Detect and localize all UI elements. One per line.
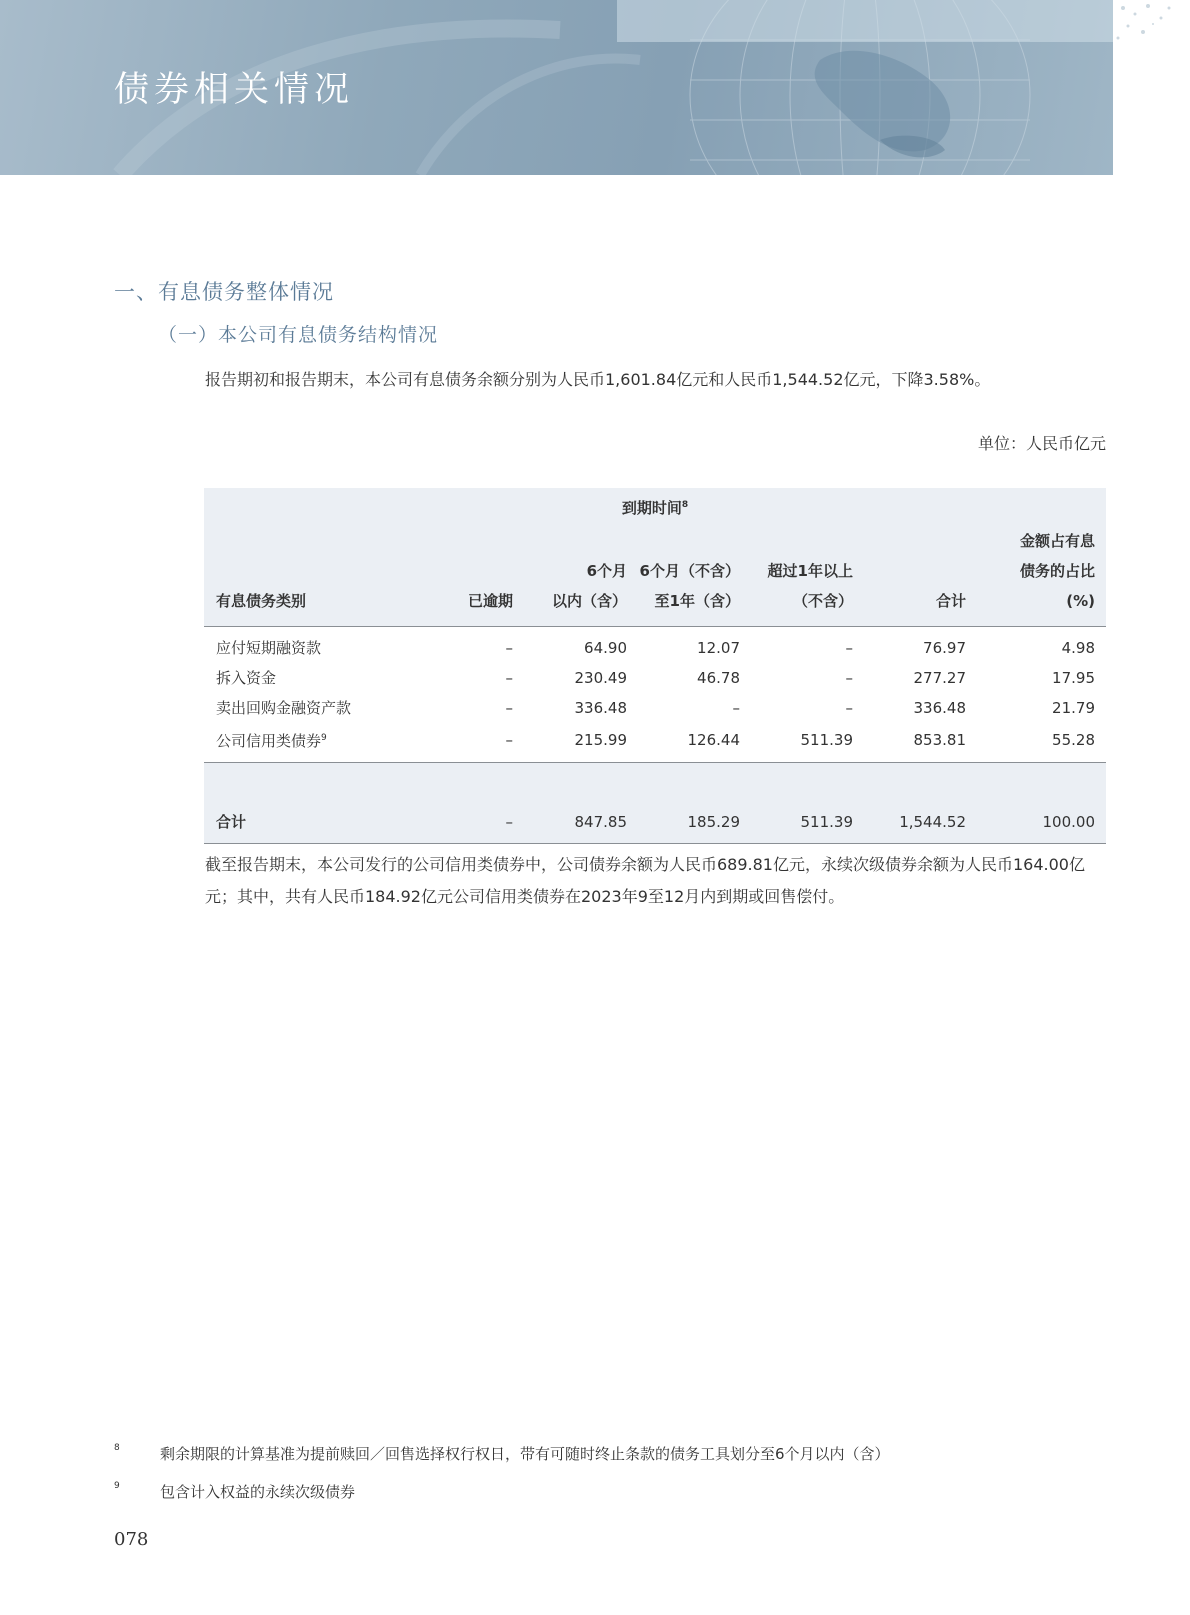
- table-row: 拆入资金 – 230.49 46.78 – 277.27 17.95: [216, 669, 1095, 687]
- col-header-within6: 6个月 以内（含）: [551, 562, 627, 610]
- table-row: 应付短期融资款 – 64.90 12.07 – 76.97 4.98: [216, 639, 1095, 657]
- after-table-paragraph: 截至报告期末，本公司发行的公司信用类债券中，公司债券余额为人民币689.81亿元，永续次级债券余额为人民币164.00亿元；其中，共有人民币184.92亿元公司信用类债券在2023年9至12月内到期或回售偿付。: [205, 855, 1085, 906]
- footnote-mark: 9: [114, 1481, 120, 1491]
- page-number: 078: [114, 1529, 149, 1550]
- banner-strip: [617, 0, 1113, 42]
- page-title: 债券相关情况: [114, 70, 355, 110]
- footnote-ref: 9: [321, 733, 327, 743]
- footnote-text: 剩余期限的计算基准为提前赎回／回售选择权行权日，带有可随时终止条款的债务工具划分至6个月以内（含）: [160, 1445, 890, 1463]
- col-header-ratio: 金额占有息 债务的占比 (%): [1019, 532, 1095, 610]
- col-header-total: 合计: [935, 592, 966, 610]
- footnote: [114, 1481, 355, 1502]
- section-heading: 一、有息债务整体情况: [114, 280, 334, 304]
- col-header-category: 有息债务类别: [216, 592, 307, 610]
- table-row: 公司信用类债券$^9$ – 215.99 126.44 511.39 853.81 55.28: [216, 730, 1095, 750]
- table-row: 卖出回购金融资产款 – 336.48 – – 336.48 21.79: [216, 699, 1095, 717]
- total-row: 合计 – 847.85 185.29 511.39 1,544.52 100.00: [204, 763, 1106, 844]
- subsection-heading: （一）本公司有息债务结构情况: [158, 324, 439, 346]
- col-header-over-1y: 超过1年以上 （不含）: [767, 562, 853, 610]
- unit-label: 单位：人民币亿元: [977, 434, 1106, 453]
- header-banner: [0, 0, 1113, 175]
- col-header-6m-to-1y: 6个月（不含） 至1年（含）: [639, 562, 740, 610]
- footnote-mark: 8: [114, 1443, 120, 1453]
- footnote-text: 包含计入权益的永续次级债券: [160, 1483, 356, 1501]
- corner-graphic: [1113, 0, 1190, 48]
- intro-paragraph: 报告期初和报告期末，本公司有息债务余额分别为人民币1,601.84亿元和人民币1,544.52亿元，下降3.58%。: [205, 370, 991, 389]
- debt-structure-table: [204, 488, 1106, 844]
- col-header-overdue: 已逾期: [467, 592, 513, 610]
- footnote-ref: 8: [681, 499, 689, 510]
- group-header: 到期时间$^8$: [621, 498, 689, 517]
- footnote: [114, 1443, 890, 1464]
